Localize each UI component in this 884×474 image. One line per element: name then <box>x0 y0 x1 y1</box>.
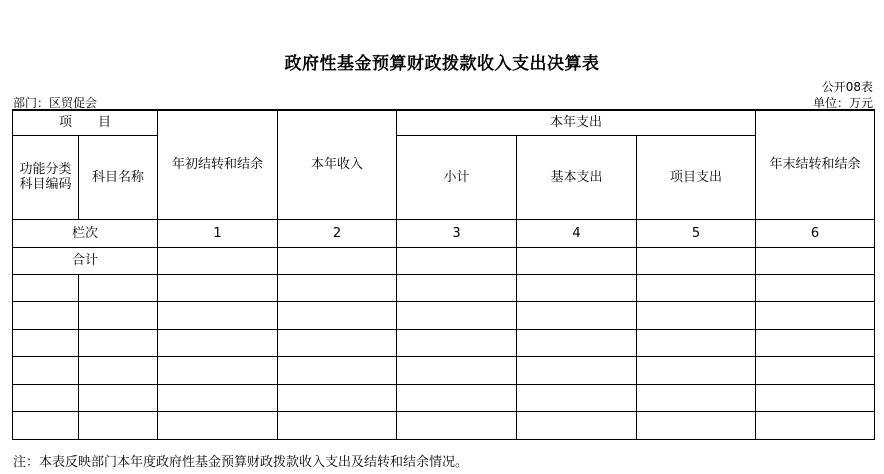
table-cell <box>13 274 79 302</box>
header-income: 本年收入 <box>278 110 397 219</box>
total-cell <box>637 247 756 274</box>
table-cell <box>278 329 397 357</box>
table-cell <box>517 384 637 412</box>
header-subject-name: 科目名称 <box>79 135 158 219</box>
table-cell <box>397 357 517 385</box>
header-function-code: 功能分类 科目编码 <box>13 135 79 219</box>
table-cell <box>637 412 756 440</box>
data-rows <box>13 274 875 439</box>
footnote: 注：本表反映部门本年度政府性基金预算财政拨款收入支出及结转和结余情况。 <box>13 455 469 470</box>
table-cell <box>756 384 875 412</box>
table-cell <box>397 412 517 440</box>
budget-table <box>12 109 875 440</box>
table-cell <box>637 329 756 357</box>
table-cell <box>278 274 397 302</box>
unit-label: 单位：万元 <box>812 96 873 110</box>
table-cell <box>278 302 397 330</box>
table-cell <box>13 302 79 330</box>
column-index-cell: 4 <box>517 219 637 247</box>
header-item: 项 目 <box>13 110 158 135</box>
table-cell <box>13 357 79 385</box>
table-cell <box>397 302 517 330</box>
table-cell <box>158 357 278 385</box>
form-code: 公开08表 <box>821 80 873 94</box>
header-beginning-balance: 年初结转和结余 <box>158 110 278 219</box>
table-cell <box>637 302 756 330</box>
table-cell <box>637 357 756 385</box>
table-cell <box>756 329 875 357</box>
table-cell <box>79 384 158 412</box>
total-cell <box>397 247 517 274</box>
column-index-cell: 1 <box>158 219 278 247</box>
table-cell <box>79 302 158 330</box>
table-cell <box>517 274 637 302</box>
table-cell <box>637 384 756 412</box>
table-cell <box>756 302 875 330</box>
table-cell <box>517 357 637 385</box>
table-cell <box>397 274 517 302</box>
table-row <box>13 357 875 385</box>
table-cell <box>517 329 637 357</box>
table-cell <box>756 357 875 385</box>
table-cell <box>397 384 517 412</box>
table-row <box>13 412 875 440</box>
table-cell <box>397 329 517 357</box>
table-cell <box>278 384 397 412</box>
table-row <box>13 274 875 302</box>
department-label: 部门：区贸促会 <box>13 96 98 110</box>
table-cell <box>517 302 637 330</box>
total-cell <box>517 247 637 274</box>
total-cell <box>158 247 278 274</box>
total-cell <box>278 247 397 274</box>
table-cell <box>517 412 637 440</box>
table-cell <box>13 329 79 357</box>
table-cell <box>637 274 756 302</box>
header-basic-expenditure: 基本支出 <box>517 135 637 219</box>
table-cell <box>278 412 397 440</box>
table-cell <box>13 412 79 440</box>
header-project-expenditure: 项目支出 <box>637 135 756 219</box>
header-expenditure-group: 本年支出 <box>397 110 756 135</box>
report-title: 政府性基金预算财政拨款收入支出决算表 <box>284 54 600 74</box>
total-row-label: 合计 <box>13 247 158 274</box>
table-cell <box>756 274 875 302</box>
table-cell <box>79 412 158 440</box>
table-cell <box>158 412 278 440</box>
column-index-cell: 6 <box>756 219 875 247</box>
table-cell <box>158 274 278 302</box>
table-row <box>13 384 875 412</box>
table-cell <box>79 357 158 385</box>
table-cell <box>13 384 79 412</box>
total-cell <box>756 247 875 274</box>
table-cell <box>756 412 875 440</box>
table-cell <box>158 329 278 357</box>
table-cell <box>79 329 158 357</box>
table-cell <box>158 302 278 330</box>
header-subtotal: 小计 <box>397 135 517 219</box>
header-ending-balance: 年末结转和结余 <box>756 110 875 219</box>
column-index-label: 栏次 <box>13 219 158 247</box>
column-index-cell: 3 <box>397 219 517 247</box>
table-cell <box>278 357 397 385</box>
column-index-cell: 5 <box>637 219 756 247</box>
table-row <box>13 329 875 357</box>
table-row <box>13 302 875 330</box>
table-cell <box>158 384 278 412</box>
column-index-cell: 2 <box>278 219 397 247</box>
table-cell <box>79 274 158 302</box>
